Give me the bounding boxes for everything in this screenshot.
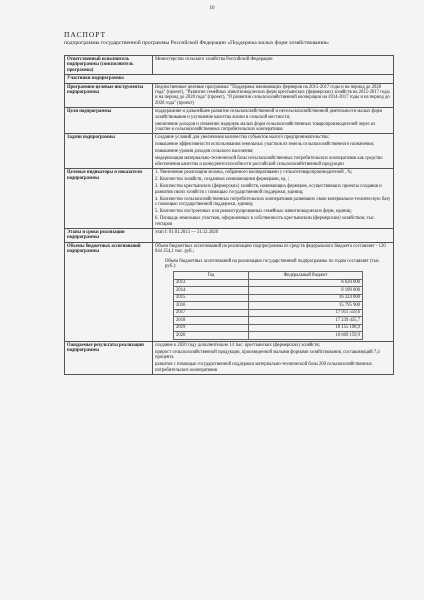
budget-year-row [174, 302, 363, 309]
passport-table [64, 55, 394, 375]
row-value [153, 341, 394, 374]
budget-year-row [174, 332, 363, 339]
passport-row [65, 169, 394, 229]
row-label: Целевые индикаторы и показатели подпрограммы [65, 169, 153, 229]
budget-table [173, 271, 363, 339]
year-cell: 2013 [174, 279, 249, 286]
year-column-header: Год [174, 272, 249, 279]
row-paragraph: 1. Увеличение реализации молока, собранного кооперативами у сельхозтоваропроизводителей , %; [155, 170, 353, 176]
budget-year-row [174, 287, 363, 294]
passport-row [65, 108, 394, 134]
result-item: прирост сельскохозяйственной продукции, произведенной малыми формами хозяйствования, составляющий 7,4 процента [155, 349, 380, 361]
year-cell: 2016 [174, 302, 249, 309]
amount-cell: 16 324 000 [249, 294, 363, 301]
amount-cell: 18 609 159,9 [249, 332, 363, 339]
budget-year-row [174, 309, 363, 316]
budget-row [65, 242, 394, 341]
row-paragraph: 4. Количество сельскохозяйственных потребительских кооперативов развивших свою материально-техническую базу с помощью государственной поддержки, единиц; [155, 196, 391, 208]
row-label: Цели подпрограммы [65, 108, 153, 134]
budget-year-row [174, 294, 363, 301]
row-value [153, 134, 394, 169]
results-row [65, 341, 394, 374]
page-subtitle: подпрограммы государственной программы Российской Федерации «Поддержка малых форм хозяйствования» [64, 40, 329, 46]
row-paragraph: увеличение доходов и снижение издержек малых форм сельскохозяйственных товаропроизводителей через их участие в сельскохозяйственных потребительских кооперативах [155, 121, 376, 133]
row-paragraph: Ведомственные целевые программы: "Поддержка начинающих фермеров на 2015-2017 годы и на период до 2020 года" (проект), "Развитие семейных животноводческих ферм крестьянских (фермерских) хозяйств на 2015-2017 годы и на период до 2020 года" (проект), "О развитии сельскохозяйственной кооперации на 2014-2017 годы и на период до 2020 года" (проект) [155, 84, 390, 106]
row-label: Ожидаемые результаты реализации подпрограммы [65, 341, 153, 374]
row-value [153, 242, 394, 341]
passport-row [65, 83, 394, 108]
row-label: Этапы и сроки реализации подпрограммы [65, 228, 153, 242]
year-cell: 2017 [174, 309, 249, 316]
budget-year-row [174, 279, 363, 286]
amount-cell: 8 189 000 [249, 287, 363, 294]
row-value [153, 169, 394, 229]
passport-row [65, 75, 394, 83]
row-paragraph: 5. Количество построенных или реконструированных семейных животноводческих ферм, единиц; [155, 209, 352, 215]
row-paragraph: модернизация материально-технической базы сельскохозяйственных потребительских кооперативов как средство обеспечения качества и конкурентоспособности российской сельскохозяйственной продукции [155, 156, 383, 167]
row-paragraph: Создание условий для увеличения количества субъектов малого предпринимательства; [155, 135, 329, 141]
row-value [153, 56, 394, 75]
year-cell: 2018 [174, 317, 249, 324]
row-label: Участники подпрограммы [65, 75, 394, 83]
row-paragraph: повышение эффективности использования земельных участков из земель сельскохозяйственного назначения; [155, 142, 375, 148]
year-cell: 2020 [174, 332, 249, 339]
stages-row [65, 228, 394, 242]
budget-column-header: Федеральный бюджет [249, 272, 363, 279]
budget-year-row [174, 317, 363, 324]
row-paragraph: Министерство сельского хозяйства Российской Федерации [155, 57, 273, 62]
amount-cell: 15 795 900 [249, 302, 363, 309]
amount-cell: 17 911 559,6 [249, 309, 363, 316]
passport-row [65, 134, 394, 169]
page-title: ПАСПОРТ [64, 30, 107, 39]
row-label: Ответственный исполнитель подпрограммы (соисполнитель программы) [65, 56, 153, 75]
amount-cell: 17 239 435,7 [249, 317, 363, 324]
result-item: развитие с помощью государственной поддержки материально-технической базы 260 сельскохозяйственных потребительских кооперативов [155, 362, 373, 373]
year-cell: 2015 [174, 294, 249, 301]
year-cell: 2014 [174, 287, 249, 294]
page-number: 10 [209, 6, 215, 11]
row-paragraph: повышение уровня доходов сельского населения; [155, 149, 254, 155]
amount-cell: 18 155 198,9 [249, 324, 363, 331]
row-label: Программно-целевые инструменты подпрограммы [65, 83, 153, 108]
row-value: этап I: 01.01.2013 — 31.12.2020 [153, 228, 394, 242]
row-paragraph: поддержание и дальнейшее развитие сельскохозяйственной и несельскохозяйственной деятельности малых форм хозяйствования и улучшение качества жизни в сельской местности; [155, 109, 383, 120]
passport-row [65, 56, 394, 75]
row-paragraph: 3. Количество крестьянских (фермерских) хозяйств, начинающих фермеров, осуществивших проекты создания и развития своих хозяйств с помощью государственной поддержки, единиц; [155, 184, 382, 195]
year-cell: 2019 [174, 324, 249, 331]
amount-cell: 8 620 000 [249, 279, 363, 286]
result-item: создание к 2020 году дополнительно 14 тыс. крестьянских (фермерских) хозяйств; [155, 342, 320, 348]
row-label: Объемы бюджетных ассигнований подпрограммы [65, 242, 153, 341]
budget-year-row [174, 324, 363, 331]
budget-text: Объем бюджетных ассигнований на реализацию подпрограммы из средств федерального бюджета составляет - 120 844 254,1 тыс. руб.; [155, 243, 386, 255]
row-label: Задачи подпрограммы [65, 134, 153, 169]
row-paragraph: 6. Площадь земельных участков, оформленных в собственность крестьянским (фермерским) хозяйством, тыс. гектаров [155, 216, 376, 227]
row-value [153, 83, 394, 108]
row-value [153, 108, 394, 134]
passport-header [64, 30, 394, 47]
budget-header-row [174, 272, 363, 279]
row-paragraph: 2. Количество хозяйств, созданных начинающими фермерами, ед. ; [155, 177, 289, 183]
budget-note: Объем бюджетных ассигнований на реализацию государственной подпрограммы по годам составляет (тыс. руб.): [165, 258, 380, 269]
